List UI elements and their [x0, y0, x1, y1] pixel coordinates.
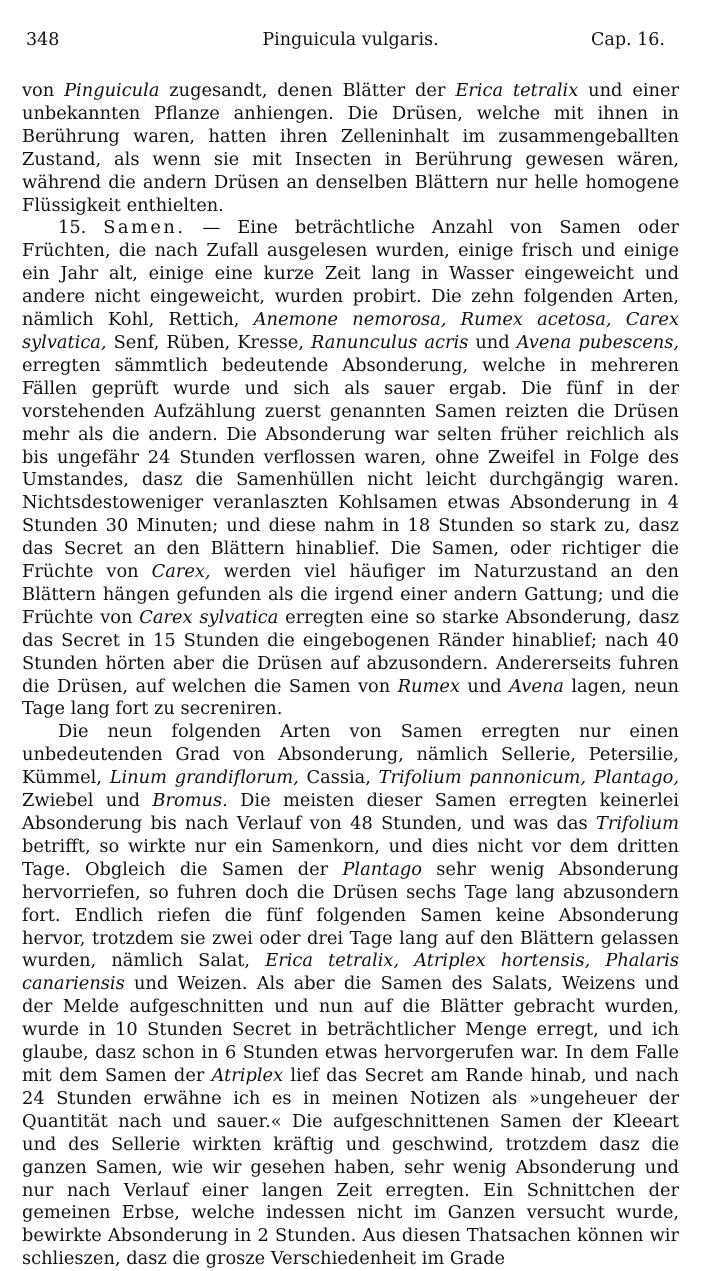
- text-run: lief das Secret am Rande hinab, und nach 24 Stunden erwähne ich es in meinen Notizen als »ungeheuer der Quantität nach und sauer.« Die aufgeschnittenen Samen der Kleeart und des Sellerie wirkten kräftig und geschwind, trotzdem dasz die ganzen Samen, wie wir gesehen haben, sehr wenig Absonderung und nur nach Verlauf einer langen Zeit erregten. Ein Schnittchen der gemeinen Erbse, welche indessen nicht im Ganzen versucht wurde, bewirkte Absonderung in 2 Stunden. Aus diesen Thatsachen können wir schlieszen, dasz die grosze Verschiedenheit im Grade: [22, 1064, 679, 1270]
- italic-run: Rumex: [397, 675, 460, 697]
- section-heading: Samen.: [103, 217, 186, 239]
- text-run: und einer unbekannten Pflanze anhiengen. Die Drüsen, welche mit ihnen in Berührung waren, hatten ihren Zelleninhalt im zusammengeballten Zustand, als wenn sie mit Insecten in Berührung gewesen wären, während die andern Drüsen an denselben Blättern nur helle homogene Flüssigkeit enthielten.: [22, 80, 680, 216]
- running-header: [22, 24, 679, 58]
- italic-run: Trifolium: [595, 813, 679, 834]
- italic-run: Avena: [509, 675, 564, 697]
- text-run: zugesandt, denen Blätter der: [159, 80, 456, 101]
- paragraph: [22, 721, 679, 1271]
- chapter-label: Cap. 16.: [591, 30, 665, 50]
- text-run: Zwiebel und: [22, 790, 153, 812]
- text-run: Senf, Rüben, Kresse,: [106, 331, 311, 353]
- text-run: lagen, neun Tage lang fort zu secreniren.: [22, 675, 680, 720]
- italic-run: Linum grandiflorum,: [109, 767, 299, 789]
- text-run: und Weizen. Als aber die Samen des Salats, Weizens und der Melde aufgeschnitten und nun auf die Blätter gebracht wurden, wurde in 10 Stunden Secret in beträchtlicher Menge erregt, und ich glaube, dasz schon in 6 Stunden etwas hervorgerufen war. In dem Falle mit dem Samen der: [22, 973, 679, 1086]
- paragraph: [22, 217, 679, 721]
- italic-run: Carex,: [151, 561, 211, 583]
- italic-run: Pinguicula: [64, 80, 160, 101]
- body-text: [22, 80, 679, 1271]
- italic-run: Plantago: [342, 858, 422, 880]
- italic-run: Carex sylvatica: [139, 606, 279, 628]
- paragraph: [22, 80, 679, 217]
- italic-run: Erica tetralix: [455, 80, 579, 101]
- text-run: Die meisten dieser Samen erregten keinerlei Absonderung bis nach Verlauf von 48 Stunden, und was das: [22, 790, 679, 834]
- italic-run: Bromus.: [152, 790, 228, 812]
- text-run: sehr wenig Absonderung hervorriefen, so fuhren doch die Drüsen sechs Tage lang abzusondern fort. Endlich riefen die fünf folgenden Samen keine Absonderung hervor, trotzdem sie zwei oder drei Tage lang auf den Blättern gelassen wurden, nämlich Salat,: [22, 858, 679, 972]
- text-run: von: [22, 80, 65, 101]
- text-run: — Eine beträchtliche Anzahl von Samen oder Früchten, die nach Zufall ausgelesen wurden, einige frisch und einige ein Jahr alt, einige eine kurze Zeit lang in Wasser eingeweicht und andere nicht eingeweicht, wurden probirt. Die zehn folgenden Arten, nämlich Kohl, Rettich,: [22, 217, 679, 331]
- text-run: Cassia,: [298, 767, 379, 789]
- running-title: Pinguicula vulgaris.: [262, 30, 439, 50]
- text-run: und: [468, 331, 517, 353]
- text-run: Die neun folgenden Arten von Samen erregten nur einen unbedeutenden Grad von Absonderung, nämlich Sellerie, Petersilie, Kümmel,: [22, 721, 679, 789]
- text-run: und: [459, 675, 510, 697]
- italic-run: Erica tetralix, Atriplex hortensis, Phalaris canariensis: [22, 950, 679, 995]
- italic-run: Atriplex: [211, 1064, 284, 1086]
- text-run: erregten eine so starke Absonderung, dasz das Secret in 15 Stunden die eingebogenen Ränder hinablief; nach 40 Stunden hörten aber die Drüsen auf abzusondern. Andererseits fuhren die Drüsen, auf welchen die Samen von: [22, 606, 679, 697]
- italic-run: Ranunculus acris: [311, 331, 469, 353]
- text-run: erregten sämmtlich bedeutende Absonderung, welche in mehreren Fällen geprüft wurde und sich als sauer ergab. Die fünf in der vorstehenden Aufzählung zuerst genannten Samen reizten die Drüsen mehr als die andern. Die Absonderung war selten früher reichlich als bis ungefähr 24 Stunden verflossen waren, ohne Zweifel in Folge des Umstandes, dasz die Samenhüllen nicht leicht durchgängig waren. Nichtsdestoweniger veranlaszten Kohlsamen etwas Absonderung in 4 Stunden 30 Minuten; und diese nahm in 18 Stunden so stark zu, dasz das Secret an den Blättern hinablief. Die Samen, oder richtiger die Früchte von: [22, 354, 679, 583]
- page-number: 348: [26, 30, 60, 50]
- italic-run: Anemone nemorosa, Rumex acetosa, Carex sylvatica,: [22, 309, 679, 353]
- text-run: 15.: [58, 217, 104, 239]
- italic-run: Avena pubescens,: [516, 331, 680, 353]
- text-run: betrifft, so wirkte nur ein Samenkorn, und dies nicht vor dem dritten Tage. Obgleich die Samen der: [22, 835, 679, 880]
- italic-run: Trifolium pannonicum, Plantago,: [378, 767, 680, 789]
- text-run: werden viel häufiger im Naturzustand an den Blättern hängen gefunden als die irgend einer andern Gattung; und die Früchte von: [22, 561, 679, 628]
